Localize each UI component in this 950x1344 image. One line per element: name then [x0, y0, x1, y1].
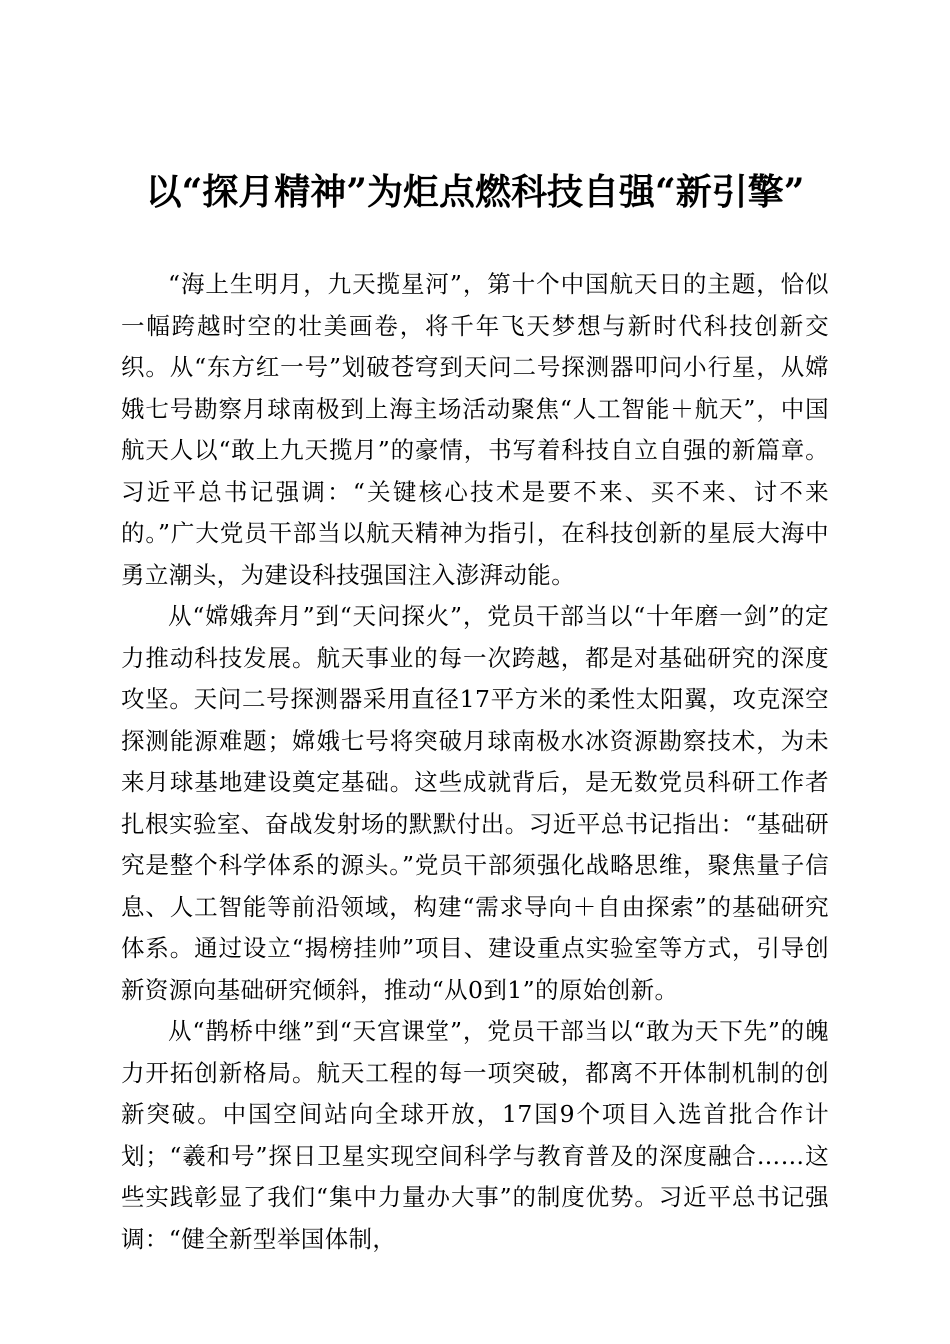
- paragraph: 从“嫦娥奔月”到“天问探火”，党员干部当以“十年磨一剑”的定力推动科技发展。航天事业的每一次跨越，都是对基础研究的深度攻坚。天问二号探测器采用直径17平方米的柔性太阳翼，攻克深空探测能源难题；嫦娥七号将突破月球南极水冰资源勘察技术，为未来月球基地建设奠定基础。这些成就背后，是无数党员科研工作者扎根实验室、奋战发射场的默默付出。习近平总书记指出：“基础研究是整个科学体系的源头。”党员干部须强化战略思维，聚焦量子信息、人工智能等前沿领域，构建“需求导向＋自由探索”的基础研究体系。通过设立“揭榜挂帅”项目、建设重点实验室等方式，引导创新资源向基础研究倾斜，推动“从0到1”的原始创新。: [121, 602, 829, 1004]
- document-title: 以“探月精神”为炬点燃科技自强“新引擎”: [145, 171, 805, 213]
- paragraph: 从“鹊桥中继”到“天宫课堂”，党员干部当以“敢为天下先”的魄力开拓创新格局。航天工程的每一项突破，都离不开体制机制的创新突破。中国空间站向全球开放，17国9个项目入选首批合作计划；“羲和号”探日卫星实现空间科学与教育普及的深度融合……这些实践彰显了我们“集中力量办大事”的制度优势。习近平总书记强调：“健全新型举国体制，: [121, 1017, 829, 1253]
- paragraph: “海上生明月，九天揽星河”，第十个中国航天日的主题，恰似一幅跨越时空的壮美画卷，将千年飞天梦想与新时代科技创新交织。从“东方红一号”划破苍穹到天问二号探测器叩问小行星，从嫦娥七号勘察月球南极到上海主场活动聚焦“人工智能＋航天”，中国航天人以“敢上九天揽月”的豪情，书写着科技自立自强的新篇章。习近平总书记强调：“关键核心技术是要不来、买不来、讨不来的。”广大党员干部当以航天精神为指引，在科技创新的星辰大海中勇立潮头，为建设科技强国注入澎湃动能。: [121, 270, 829, 589]
- document-body: [121, 264, 829, 1260]
